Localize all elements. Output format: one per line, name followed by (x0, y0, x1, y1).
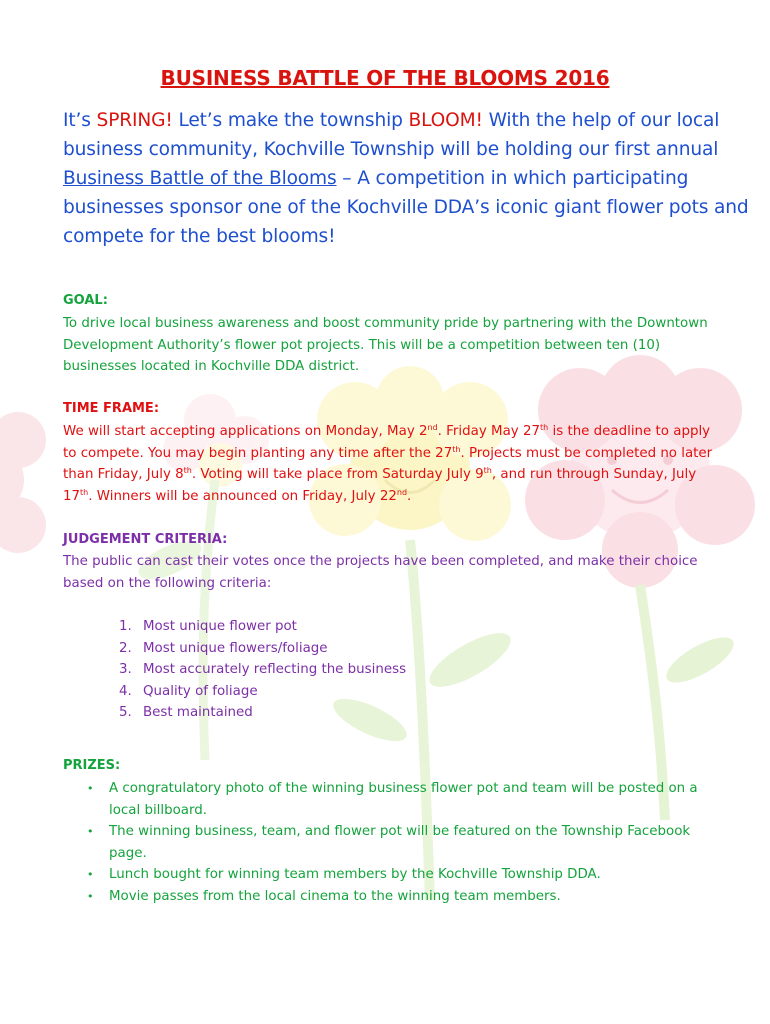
prize-text: Lunch bought for winning team members by the Kochville Township DDA. (109, 867, 601, 883)
goal-text: To drive local business awareness and boost community pride by partnering with the Downtown Development Authority’s flower pot projects. This will be a competition between ten (10) businesses located in Kochville DDA district. (63, 316, 708, 375)
prize-text: Movie passes from the local cinema to the winning team members. (109, 888, 561, 904)
prize-item (0, 864, 690, 886)
criteria-text: Most unique flower pot (143, 619, 297, 634)
time-frame-segment: We will start accepting applications on Monday, May 2 (63, 424, 428, 439)
criteria-number: 5. (119, 705, 132, 721)
time-frame-segment: . Voting will take place from Saturday July 9 (191, 467, 484, 483)
prizes-heading: PRIZES: (63, 758, 121, 773)
spring-highlight: SPRING! (96, 110, 173, 131)
prize-text: The winning business, team, and flower pot will be featured on the Township Facebook page. (109, 824, 691, 861)
ordinal-suffix: th (452, 444, 461, 454)
time-frame-text (63, 421, 713, 507)
criteria-number: 3. (119, 662, 132, 678)
bullet-icon: • (87, 782, 94, 795)
criteria-text: Most accurately reflecting the business (143, 662, 407, 678)
prize-item (0, 886, 690, 908)
page-title: BUSINESS BATTLE OF THE BLOOMS 2016 (160, 66, 610, 90)
ordinal-suffix: th (80, 487, 89, 497)
time-frame-segment: is the deadline to apply to compete. You may begin planting any time after the 27 (63, 424, 711, 461)
criteria-text: Quality of foliage (143, 683, 258, 699)
goal-heading: GOAL: (63, 293, 108, 308)
ordinal-suffix: nd (427, 423, 438, 432)
time-frame-segment: . (407, 488, 412, 504)
intro-text: – A competition in which participating businesses sponsor one of the Kochville DDA’s iconic giant flower pots and compete for the best blooms! (63, 168, 749, 247)
bloom-highlight: BLOOM! (408, 110, 483, 131)
ordinal-suffix: nd (396, 487, 408, 497)
ordinal-suffix: th (540, 423, 549, 432)
ordinal-suffix: th (483, 466, 492, 476)
bullet-icon: • (87, 868, 94, 882)
criteria-number: 2. (119, 640, 132, 656)
prize-text: A congratulatory photo of the winning business flower pot and team will be posted on a local billboard. (109, 781, 698, 818)
time-frame-segment: , and run through Sunday, July 17 (63, 467, 697, 504)
bullet-icon: • (87, 889, 94, 903)
prizes-list (0, 778, 698, 908)
intro-text: Let’s make the township (172, 110, 409, 131)
prize-item (0, 821, 690, 864)
time-frame-segment: . Friday May 27 (437, 424, 541, 439)
intro-paragraph (63, 106, 753, 251)
event-name: Business Battle of the Blooms (63, 168, 337, 189)
ordinal-suffix: th (183, 466, 192, 476)
criteria-number: 4. (119, 683, 132, 699)
intro-text: With the help of our local business community, Kochville Township will be holding our first annual (63, 110, 720, 160)
time-frame-heading: TIME FRAME: (63, 401, 160, 416)
judgement-text: The public can cast their votes once the projects have been completed, and make their choice based on the following criteria: (63, 554, 698, 591)
judgement-heading: JUDGEMENT CRITERIA: (63, 532, 228, 547)
criteria-number: 1. (119, 619, 132, 634)
bullet-icon: • (87, 825, 94, 839)
criteria-text: Best maintained (143, 705, 253, 721)
criteria-text: Most unique flowers/foliage (143, 640, 328, 656)
time-frame-segment: . Projects must be completed no later than Friday, July 8 (63, 445, 713, 483)
time-frame-segment: . Winners will be announced on Friday, July 22 (88, 488, 397, 504)
intro-text: It’s (63, 110, 97, 131)
prize-item (0, 778, 698, 821)
